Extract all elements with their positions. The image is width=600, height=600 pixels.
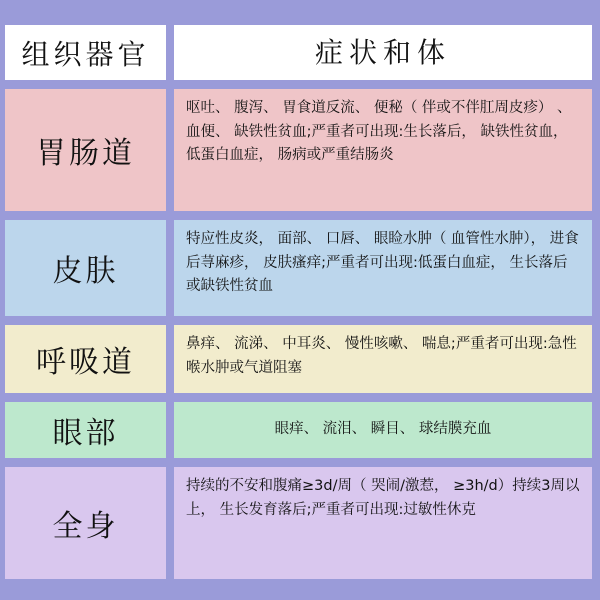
symptoms-systemic: 持续的不安和腹痛≥3d/周（ 哭闹/激惹， ≥3h/d）持续3周以上， 生长发育落后;严重者可出现:过敏性休克 bbox=[174, 467, 592, 579]
organ-skin: 皮肤 bbox=[5, 220, 166, 316]
header-organ: 组织器官 bbox=[5, 25, 166, 80]
organ-systemic: 全身 bbox=[5, 467, 166, 579]
organ-eyes: 眼部 bbox=[5, 402, 166, 458]
symptoms-eyes: 眼痒、 流泪、 瞬目、 球结膜充血 bbox=[174, 402, 592, 458]
symptoms-skin: 特应性皮炎， 面部、 口唇、 眼睑水肿（ 血管性水肿）， 进食后荨麻疹， 皮肤瘙痒;严重者可出现:低蛋白血症， 生长落后或缺铁性贫血 bbox=[174, 220, 592, 316]
symptoms-gastrointestinal: 呕吐、 腹泻、 胃食道反流、 便秘（ 伴或不伴肛周皮疹） 、 血便、 缺铁性贫血;严重者可出现:生长落后， 缺铁性贫血， 低蛋白血症， 肠病或严重结肠炎 bbox=[174, 89, 592, 211]
organ-gastrointestinal: 胃肠道 bbox=[5, 89, 166, 211]
organ-respiratory: 呼吸道 bbox=[5, 325, 166, 393]
header-symptoms: 症状和体 bbox=[174, 25, 592, 80]
symptoms-respiratory: 鼻痒、 流涕、 中耳炎、 慢性咳嗽、 喘息;严重者可出现:急性喉水肿或气道阻塞 bbox=[174, 325, 592, 393]
